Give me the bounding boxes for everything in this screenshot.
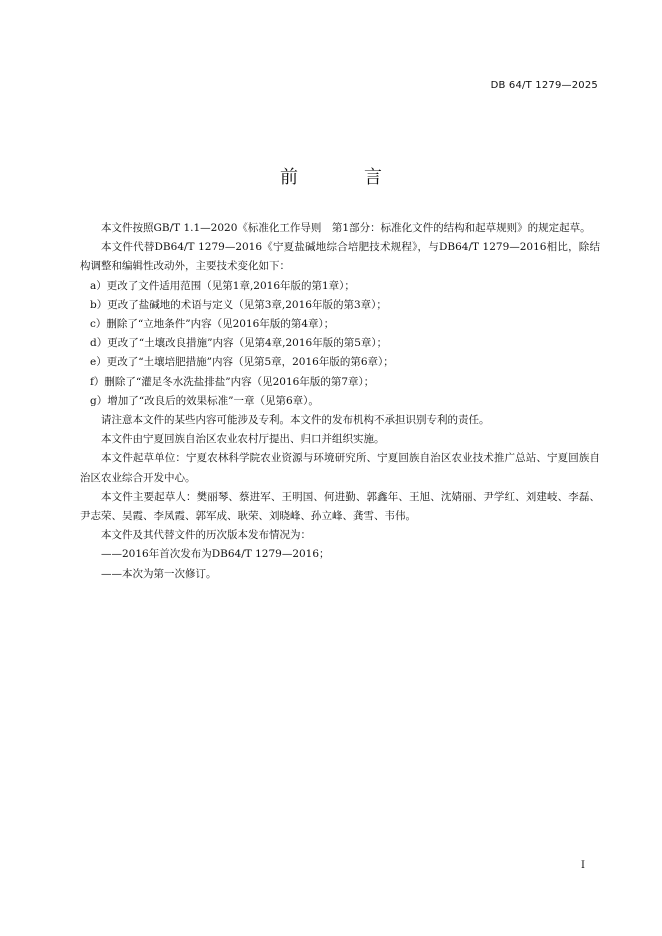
document-code: DB 64/T 1279—2025: [490, 80, 598, 91]
history-item: ——2016年首次发布为DB64/T 1279—2016；: [101, 548, 330, 561]
change-item: g）增加了“改良后的效果标准”一章（见第6章）。: [90, 394, 319, 407]
foreword-body: [80, 219, 600, 584]
change-item: d）更改了“土壤改良措施”内容（见第4章,2016年版的第5章）；: [90, 337, 388, 350]
history-item: ——本次为第一次修订。: [101, 567, 217, 580]
paragraph-replacement: 本文件代替DB64/T 1279—2016《宁夏盐碱地综合培肥技术规程》，与DB64/T 1279—2016相比，除结构调整和编辑性改动外，主要技术变化如下：: [80, 241, 600, 273]
change-item: a）更改了文件适用范围（见第1章,2016年版的第1章）；: [90, 279, 355, 292]
paragraph-proposer: 本文件由宁夏回族自治区农业农村厅提出、归口并组织实施。: [101, 433, 385, 446]
change-item: b）更改了盐碱地的术语与定义（见第3章,2016年版的第3章）；: [90, 298, 387, 311]
change-item: c）删除了“立地条件”内容（见2016年版的第4章）；: [90, 318, 335, 331]
change-item: f）删除了“灌足冬水洗盐排盐”内容（见2016年版的第7章）；: [90, 375, 375, 388]
paragraph-history-intro: 本文件及其代替文件的历次版本发布情况为：: [101, 529, 311, 542]
paragraph-patent-notice: 请注意本文件的某些内容可能涉及专利。本文件的发布机构不承担识别专利的责任。: [101, 414, 490, 427]
page-number: I: [581, 860, 585, 871]
paragraph-drafting-units: 本文件起草单位：宁夏农林科学院农业资源与环境研究所、宁夏回族自治区农业技术推广总站、宁夏回族自治区农业综合开发中心。: [80, 452, 600, 484]
change-item: e）更改了“土壤培肥措施”内容（见第5章，2016年版的第6章）；: [90, 356, 394, 369]
paragraph-drafters: 本文件主要起草人：樊丽琴、蔡进军、王明国、何进勤、郭鑫年、王旭、沈婧丽、尹学红、刘建岐、李磊、尹志荣、吴霞、李凤霞、郭军成、耿荣、刘晓峰、孙立峰、龚雪、韦伟。: [80, 490, 600, 523]
page-title: 前 言: [280, 167, 406, 188]
paragraph-drafting-rules: 本文件按照GB/T 1.1—2020《标准化工作导则 第1部分：标准化文件的结构和起草规则》的规定起草。: [101, 222, 591, 234]
